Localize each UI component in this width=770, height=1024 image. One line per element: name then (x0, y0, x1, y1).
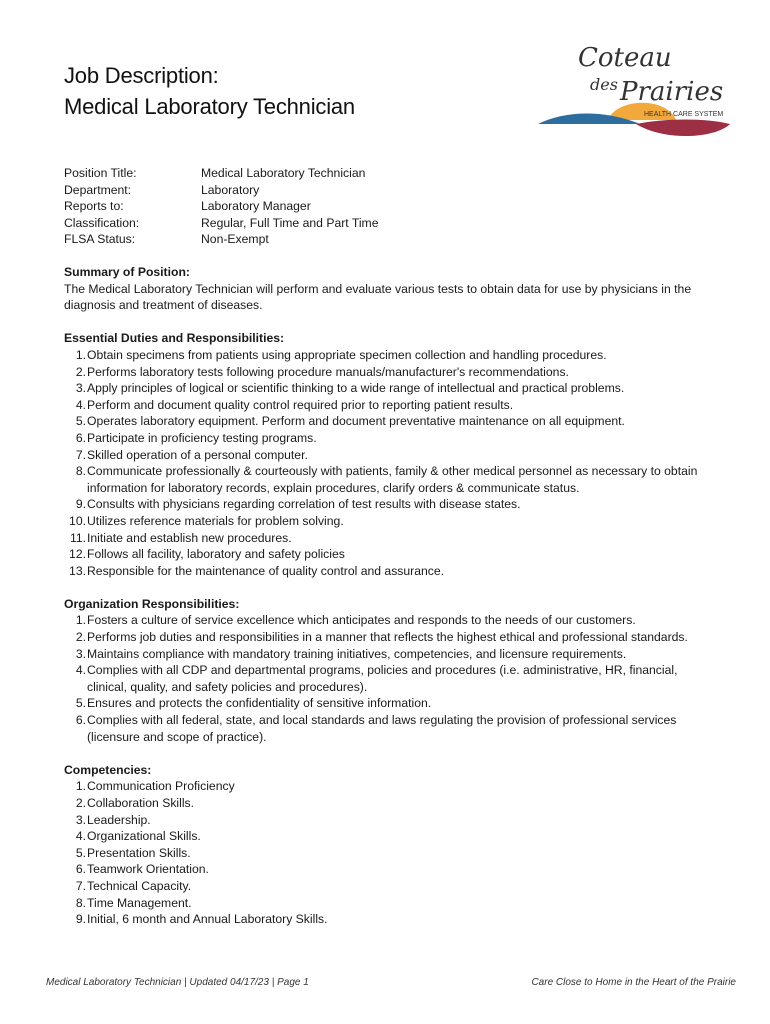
footer-left: Medical Laboratory Technician | Updated 04/17/23 | Page 1 (46, 977, 309, 988)
summary-heading: Summary of Position: (64, 265, 190, 279)
list-item (64, 795, 714, 812)
list-item (64, 463, 714, 496)
list-item (64, 364, 714, 381)
list-item (64, 712, 714, 745)
list-item-number: 2. (75, 796, 86, 810)
coteau-des-prairies-logo (536, 38, 736, 142)
field-row (64, 215, 378, 232)
list-item-number: 2. (75, 630, 86, 645)
list-item (64, 778, 714, 795)
list-item-number: 4. (75, 829, 86, 844)
list-item-text: Performs laboratory tests following procedure manuals/manufacturer's recommendations. (87, 364, 569, 379)
list-item-number: 5. (75, 696, 86, 711)
field-value: Laboratory Manager (201, 199, 311, 214)
list-item-number: 1. (75, 347, 86, 362)
list-item-text: Presentation Skills. (87, 845, 191, 860)
logo-tagline: HEALTH CARE SYSTEM (644, 111, 724, 118)
logo-word-prairies: Prairies (620, 77, 724, 107)
field-label: Position Title: (64, 166, 137, 180)
logo-word-coteau: Coteau (578, 43, 672, 73)
list-item-text: Collaboration Skills. (87, 796, 195, 810)
list-item-text: Organizational Skills. (87, 829, 201, 844)
list-item-text: Perform and document quality control required prior to reporting patient results. (87, 397, 514, 412)
list-item-number: 5. (75, 414, 86, 429)
list-item (64, 380, 714, 397)
list-item-number: 1. (75, 779, 86, 794)
document-body (64, 264, 714, 944)
list-item-text: Performs job duties and responsibilities in a manner that reflects the highest ethical and professional standards. (87, 630, 688, 645)
list-item (64, 496, 714, 513)
field-row (64, 182, 378, 199)
list-item-number: 4. (75, 397, 86, 412)
summary-section (64, 264, 714, 314)
org-list (64, 612, 714, 745)
list-item (64, 413, 714, 430)
list-item-text: Complies with all federal, state, and local standards and laws regulating the provision of professional services (licensure and scope of practice). (87, 713, 677, 744)
list-item-text: Maintains compliance with mandatory training initiatives, competencies, and licensure requirements. (87, 646, 627, 661)
list-item-number: 13. (69, 563, 86, 578)
field-value: Medical Laboratory Technician (201, 166, 366, 180)
list-item (64, 546, 714, 563)
list-item-number: 2. (75, 364, 86, 379)
list-item (64, 347, 714, 364)
field-value: Laboratory (201, 182, 260, 197)
field-label: Classification: (64, 215, 140, 230)
title-line-2: Medical Laboratory Technician (64, 94, 355, 119)
list-item (64, 695, 714, 712)
competencies-section (64, 762, 714, 928)
list-item-text: Teamwork Orientation. (87, 862, 209, 877)
list-item-text: Obtain specimens from patients using appropriate specimen collection and handling procedures. (87, 347, 607, 362)
duties-heading: Essential Duties and Responsibilities: (64, 331, 285, 346)
duties-list (64, 347, 714, 579)
list-item-text: Communication Proficiency (87, 779, 235, 794)
list-item-text: Technical Capacity. (87, 878, 192, 893)
list-item (64, 911, 714, 928)
field-row (64, 165, 378, 182)
list-item (64, 612, 714, 629)
list-item-number: 12. (69, 547, 86, 562)
list-item (64, 563, 714, 580)
field-value: Regular, Full Time and Part Time (201, 215, 379, 230)
list-item-number: 4. (75, 663, 86, 678)
list-item-number: 9. (75, 497, 86, 512)
list-item-text: Apply principles of logical or scientific thinking to a wide range of intellectual and practical problems. (87, 381, 625, 396)
list-item-number: 5. (75, 845, 86, 860)
list-item-text: Fosters a culture of service excellence which anticipates and responds to the needs of our customers. (87, 613, 636, 628)
list-item (64, 895, 714, 912)
list-item (64, 629, 714, 646)
list-item-number: 8. (75, 895, 86, 910)
list-item (64, 861, 714, 878)
list-item-text: Complies with all CDP and departmental programs, policies and procedures (i.e. administrative, HR, financial, clinical, quality, and safety policies and procedures). (87, 663, 678, 694)
list-item-number: 9. (75, 912, 86, 927)
list-item-number: 6. (75, 430, 86, 445)
list-item-text: Operates laboratory equipment. Perform and document preventative maintenance on all equipment. (87, 414, 625, 429)
list-item (64, 662, 714, 695)
list-item-text: Utilizes reference materials for problem solving. (87, 513, 344, 528)
list-item (64, 447, 714, 464)
list-item (64, 878, 714, 895)
position-fields (64, 165, 378, 248)
list-item (64, 397, 714, 414)
list-item-text: Time Management. (87, 895, 192, 910)
org-section (64, 596, 714, 745)
list-item-text: Initiate and establish new procedures. (87, 530, 292, 545)
list-item (64, 646, 714, 663)
competencies-list (64, 778, 714, 927)
list-item-number: 7. (75, 878, 86, 893)
list-item-text: Consults with physicians regarding correlation of test results with disease states. (87, 497, 521, 512)
list-item-number: 3. (75, 381, 86, 396)
field-label: FLSA Status: (64, 232, 136, 247)
footer-right: Care Close to Home in the Heart of the Prairie (531, 977, 736, 988)
summary-text: The Medical Laboratory Technician will perform and evaluate various tests to obtain data for use by physicians in the diagnosis and treatment of diseases. (64, 281, 692, 313)
list-item (64, 845, 714, 862)
duties-section (64, 330, 714, 579)
list-item-text: Communicate professionally & courteously with patients, family & other medical personnel as necessary to obtain information for laboratory records, explain procedures, clarify orders & communicate status. (87, 464, 698, 495)
list-item-number: 8. (75, 464, 86, 479)
field-value: Non-Exempt (201, 232, 269, 247)
list-item-number: 7. (75, 447, 86, 462)
title-line-1: Job Description: (64, 63, 219, 88)
list-item-number: 10. (69, 513, 86, 528)
list-item-number: 1. (75, 613, 86, 628)
field-row (64, 198, 378, 215)
list-item-text: Participate in proficiency testing programs. (87, 430, 317, 445)
list-item-number: 11. (69, 530, 86, 545)
list-item (64, 430, 714, 447)
list-item-text: Skilled operation of a personal computer. (87, 447, 308, 462)
field-label: Reports to: (64, 199, 124, 214)
list-item-text: Responsible for the maintenance of quality control and assurance. (87, 563, 445, 578)
competencies-heading: Competencies: (64, 762, 152, 777)
logo-maroon-hill (636, 120, 730, 137)
field-row (64, 231, 378, 248)
list-item-number: 6. (75, 862, 86, 877)
list-item-text: Follows all facility, laboratory and safety policies (87, 547, 345, 562)
logo-word-des: des (590, 75, 618, 94)
list-item (64, 812, 714, 829)
list-item (64, 530, 714, 547)
org-heading: Organization Responsibilities: (64, 596, 240, 611)
list-item-text: Leadership. (87, 812, 151, 827)
list-item-number: 3. (75, 812, 86, 827)
list-item-number: 6. (75, 713, 86, 728)
field-label: Department: (64, 182, 132, 197)
list-item-text: Ensures and protects the confidentiality of sensitive information. (87, 696, 432, 711)
list-item (64, 513, 714, 530)
list-item-text: Initial, 6 month and Annual Laboratory Skills. (87, 912, 328, 927)
list-item (64, 828, 714, 845)
page-title (64, 60, 355, 122)
list-item-number: 3. (75, 646, 86, 661)
